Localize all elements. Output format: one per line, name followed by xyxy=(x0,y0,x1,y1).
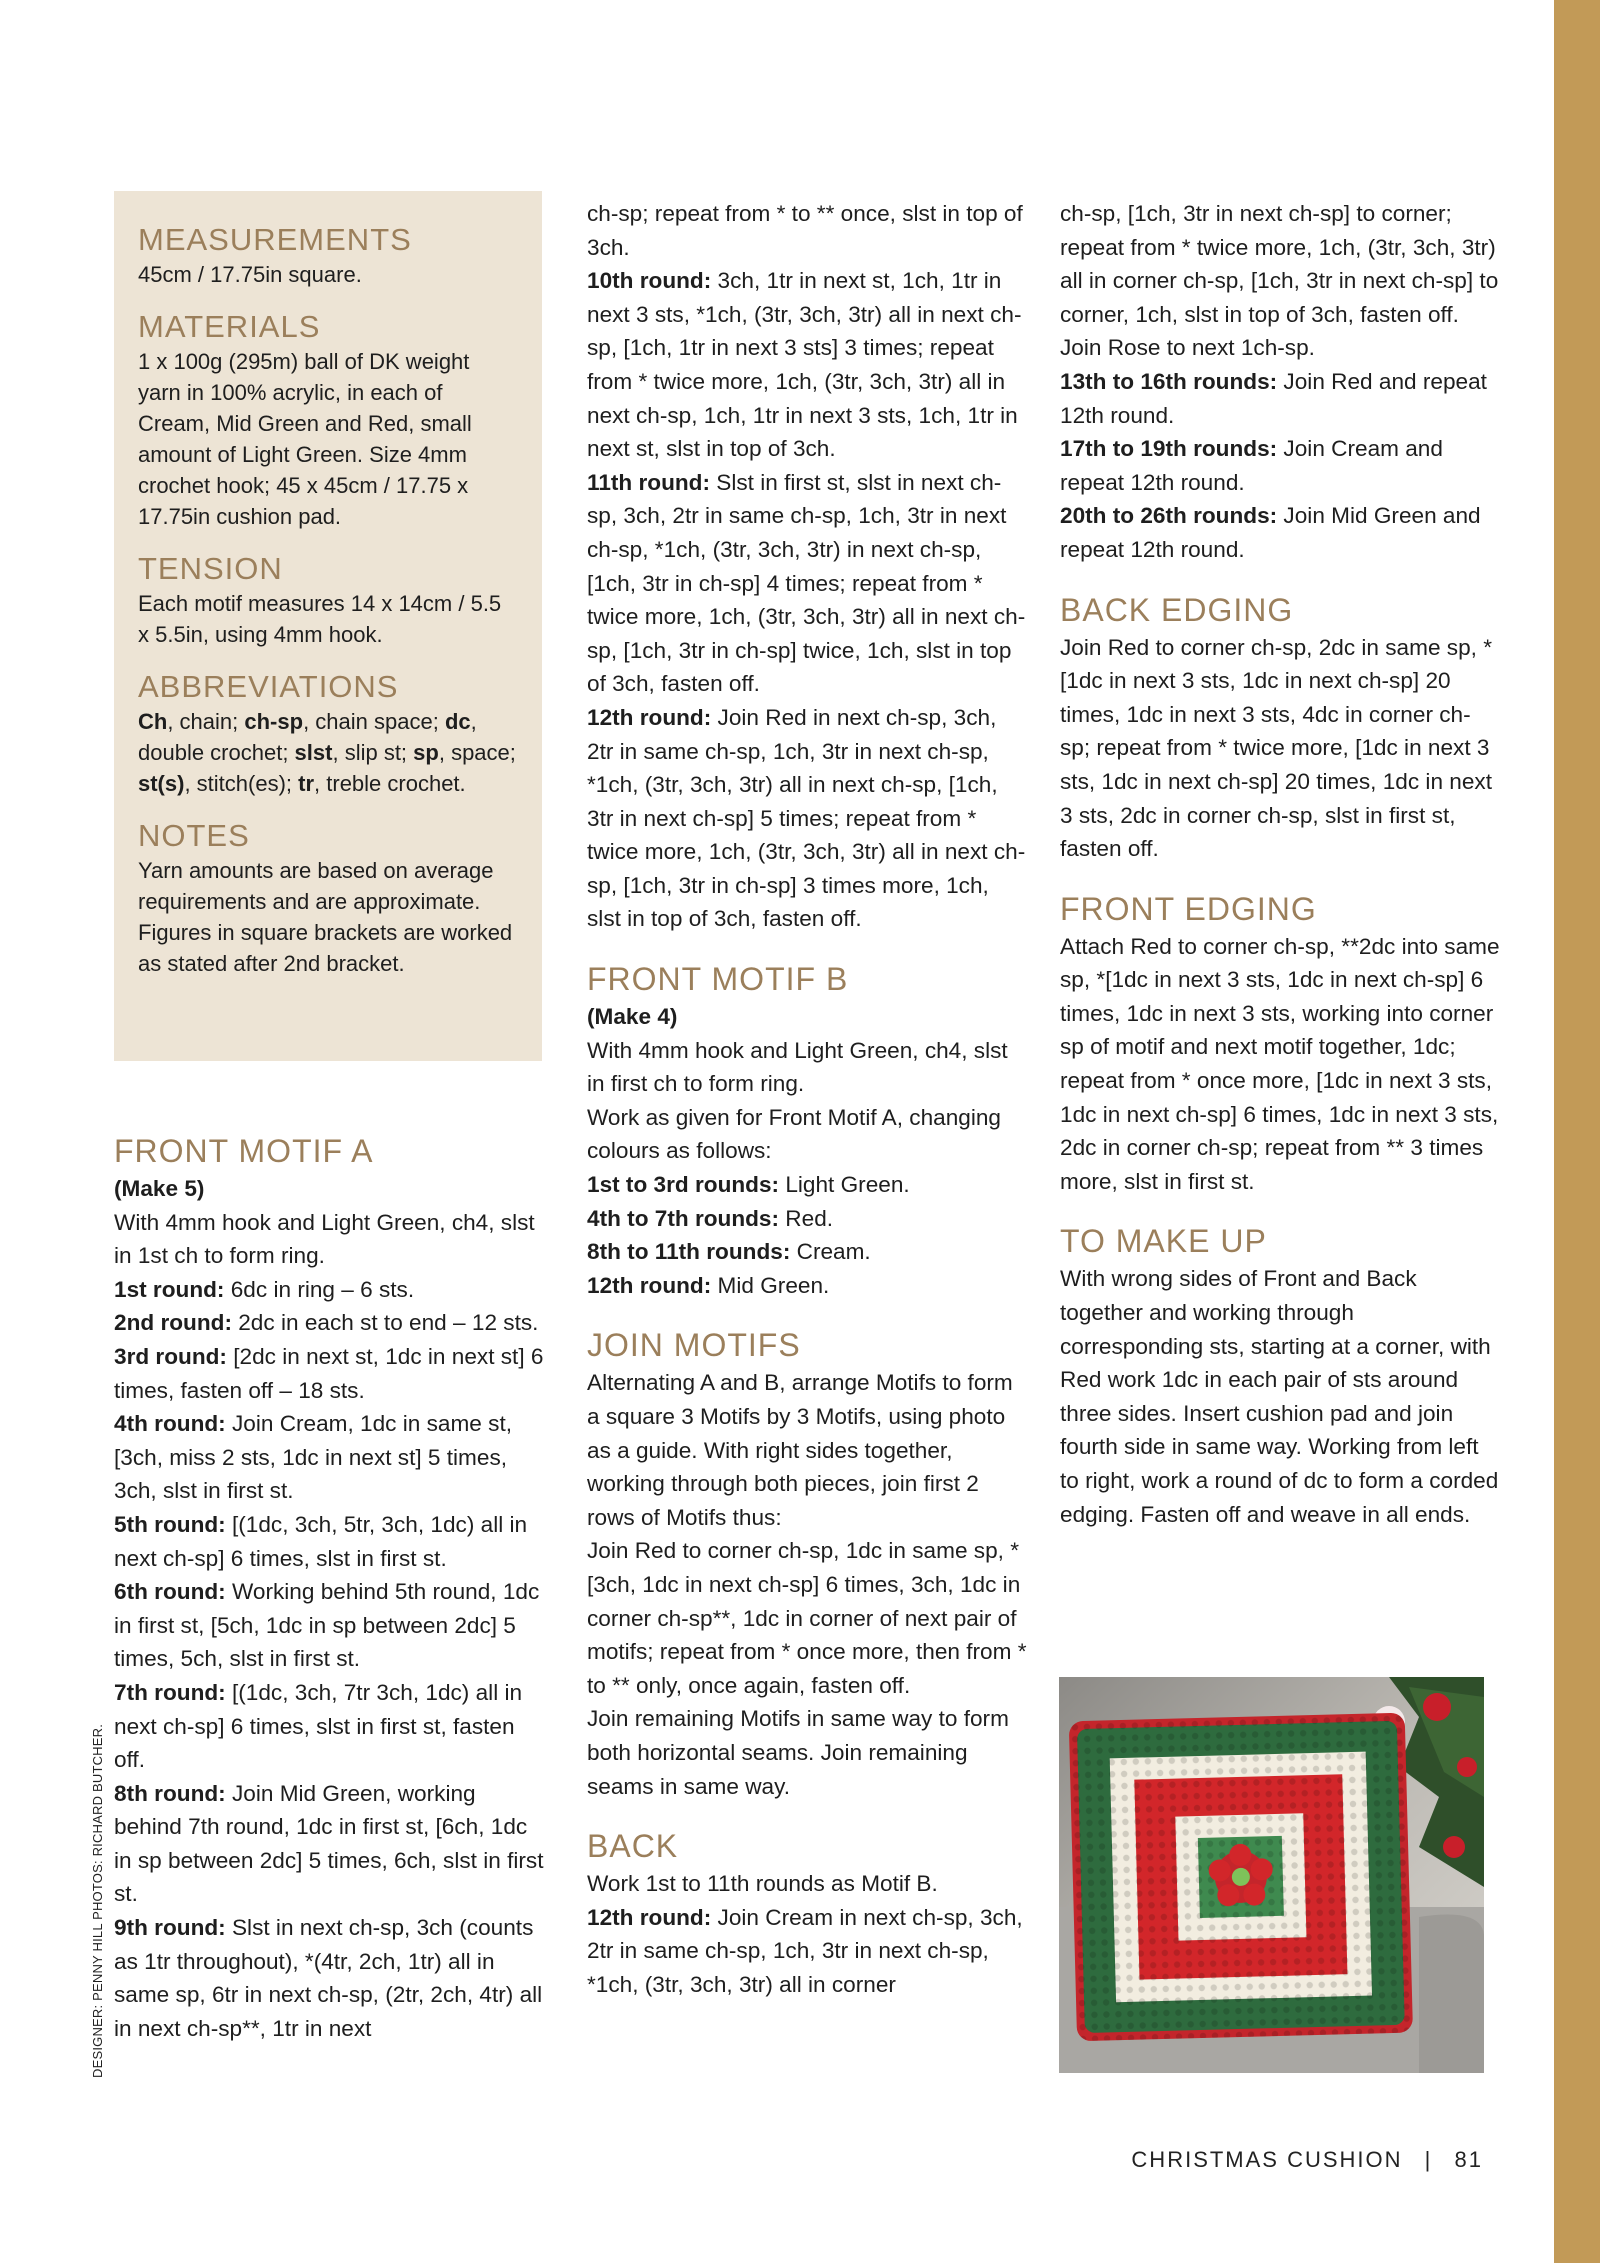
tension-text: Each motif measures 14 x 14cm / 5.5 x 5.5in, using 4mm hook. xyxy=(138,591,502,647)
front-edging-section xyxy=(1060,888,1500,1199)
round-label: 12th round: xyxy=(587,1904,712,1930)
make-up-text: With wrong sides of Front and Back together and working through corresponding sts, starting at a corner, with Red work 1dc in each pair of sts around three sides. Insert cushion pad and join fourth side in same way. Working from left to right, work a round of dc to form a corded edging. Fasten off and weave in all ends. xyxy=(1060,1266,1499,1527)
motif-b-heading: FRONT MOTIF B xyxy=(587,961,849,998)
abbr-def: , slip st; xyxy=(332,740,414,765)
round-text: Slst in next ch-sp, 3ch (counts as 1tr throughout), *(4tr, 2ch, 1tr) all in same sp, 6tr in next ch-sp, (2tr, 2ch, 4tr) all in next ch-sp**, 1tr in next xyxy=(114,1915,543,2041)
materials-text: 1 x 100g (295m) ball of DK weight yarn in 100% acrylic, in each of Cream, Mid Green and Red, small amount of Light Green. Size 4mm crochet hook; 45 x 45cm / 17.75 x 17.75in cushion pad. xyxy=(138,349,472,529)
abbr-term: slst xyxy=(294,740,333,765)
footer-title: CHRISTMAS CUSHION xyxy=(1131,2147,1403,2172)
colour-change xyxy=(587,1235,1027,1269)
page-edge-strip xyxy=(1554,0,1600,2263)
abbreviations-text xyxy=(138,706,518,799)
abbr-term: ch-sp xyxy=(244,709,304,734)
make-up-section xyxy=(1060,1220,1500,1531)
join-motifs-text: Join Red to corner ch-sp, 1dc in same sp, *[3ch, 1dc in next ch-sp] 6 times, 3ch, 1dc in corner ch-sp**, 1dc in corner of next pair of motifs; repeat from * once more, then from * to ** only, once again, fasten off. xyxy=(587,1538,1027,1698)
round-text: Join Cream and repeat 12th round. xyxy=(1060,436,1443,495)
abbr-term: tr xyxy=(298,771,315,796)
round-instruction xyxy=(587,466,1027,701)
abbr-term: dc xyxy=(444,709,471,734)
abbr-term: st(s) xyxy=(138,771,185,796)
motif-b-section xyxy=(587,958,1027,1302)
round-label: 2nd round: xyxy=(114,1310,232,1336)
tension-heading: TENSION xyxy=(138,551,283,586)
round-instruction xyxy=(1060,432,1500,499)
round-label: 8th round: xyxy=(114,1780,226,1806)
tension-section xyxy=(138,550,518,650)
motif-a-intro: With 4mm hook and Light Green, ch4, slst in 1st ch to form ring. xyxy=(114,1209,535,1269)
colour-change xyxy=(587,1168,1027,1202)
round-text: Join Mid Green, working behind 7th round, 1dc in first st, [6ch, 1dc in sp between 2dc] 5 times, 6ch, slst in first st. xyxy=(114,1780,544,1907)
round-label: 9th round: xyxy=(114,1915,226,1941)
round-text: 3ch, 1tr in next st, 1ch, 1tr in next 3 sts, *1ch, (3tr, 3ch, 3tr) all in next ch-sp, [1ch, 1tr in next 3 sts] 3 times; repeat from * twice more, 1ch, (3tr, 3ch, 3tr) all in next ch-sp, 1ch, 1tr in next 3 sts, 1ch, 1tr in next st, slst in top of 3ch. xyxy=(587,268,1022,462)
join-motifs-heading: JOIN MOTIFS xyxy=(587,1327,801,1364)
round-text: [(1dc, 3ch, 7tr 3ch, 1dc) all in next ch-sp] 6 times, slst in first st, fasten off. xyxy=(114,1679,523,1773)
measurements-text: 45cm / 17.75in square. xyxy=(138,262,362,287)
round-9-continued: ch-sp; repeat from * to ** once, slst in top of 3ch. xyxy=(587,201,1023,260)
abbr-term: Ch xyxy=(138,709,168,734)
round-text: Red. xyxy=(779,1205,834,1231)
abbr-def: , chain space; xyxy=(303,709,445,734)
round-label: 10th round: xyxy=(587,268,712,294)
back-continued: ch-sp, [1ch, 3tr in next ch-sp] to corner; repeat from * twice more, 1ch, (3tr, 3ch, 3tr) all in corner ch-sp, [1ch, 3tr in next ch-sp] to corner, 1ch, slst in top of 3ch, fasten off. xyxy=(1060,201,1499,327)
round-instruction xyxy=(114,1777,546,1911)
round-instruction xyxy=(114,1340,546,1407)
round-text: Join Red and repeat 12th round. xyxy=(1060,368,1487,428)
back-edging-section xyxy=(1060,589,1500,866)
back-edging-text: Join Red to corner ch-sp, 2dc in same sp, *[1dc in next 3 sts, 1dc in next ch-sp] 20 times, 1dc in next 3 sts, 4dc in corner ch-sp; repeat from * twice more, [1dc in next 3 sts, 1dc in next ch-sp] 20 times, 1dc in next 3 sts, 2dc in corner ch-sp, slst in first st, fasten off. xyxy=(1060,634,1492,862)
join-motifs-section xyxy=(587,1324,1027,1803)
round-text: 6dc in ring – 6 sts. xyxy=(224,1276,415,1302)
round-instruction xyxy=(587,1901,1027,2002)
round-label: 12th round: xyxy=(587,1272,712,1298)
abbr-def: , stitch(es); xyxy=(184,771,299,796)
round-instruction xyxy=(114,1273,546,1307)
round-instruction xyxy=(114,1407,546,1508)
round-label: 3rd round: xyxy=(114,1343,227,1369)
motif-b-intro-2: Work as given for Front Motif A, changing colours as follows: xyxy=(587,1104,1001,1164)
round-instruction xyxy=(1060,499,1500,566)
front-edging-heading: FRONT EDGING xyxy=(1060,890,1317,927)
round-text: Slst in first st, slst in next ch-sp, 3ch, 2tr in same ch-sp, 1ch, 3tr in next ch-sp, *1ch, (3tr, 3ch, 3tr) in next ch-sp, [1ch, 3tr in ch-sp] 4 times; repeat from * twice more, 1ch, (3tr, 3ch, 3tr) all in next ch-sp, [1ch, 3tr in ch-sp] twice, 1ch, slst in top of 3ch, fasten off. xyxy=(587,469,1026,697)
round-text: Light Green. xyxy=(779,1172,910,1198)
round-label: 7th round: xyxy=(114,1679,226,1705)
abbr-def: , space; xyxy=(438,740,516,765)
info-box xyxy=(114,191,542,1061)
round-text: Cream. xyxy=(790,1239,871,1265)
notes-text: Yarn amounts are based on average requirements and are approximate. Figures in square brackets are worked as stated after 2nd bracket. xyxy=(138,858,513,976)
round-instruction xyxy=(114,1306,546,1340)
join-motifs-text: Alternating A and B, arrange Motifs to form a square 3 Motifs by 3 Motifs, using photo as a guide. With right sides together, working through both pieces, join first 2 rows of Motifs thus: xyxy=(587,1370,1013,1530)
front-edging-text: Attach Red to corner ch-sp, **2dc into same sp, *[1dc in next 3 sts, 1dc in next ch-sp] 6 times, 1dc in next 3 sts, working into corner sp of motif and next motif together, 1dc; repeat from * once more, [1dc in next 3 sts, 1dc in next ch-sp] 6 times, 1dc in next 3 sts, 2dc in corner ch-sp; repeat from ** 3 times more, slst in first st. xyxy=(1060,933,1500,1194)
round-text: [(1dc, 3ch, 5tr, 3ch, 1dc) all in next ch-sp] 6 times, slst in first st. xyxy=(114,1511,528,1571)
column-2 xyxy=(587,197,1027,2002)
round-label: 12th round: xyxy=(587,704,712,730)
colour-change xyxy=(587,1202,1027,1236)
round-instruction xyxy=(114,1508,546,1575)
back-text: Work 1st to 11th rounds as Motif B. xyxy=(587,1871,938,1897)
footer-separator: | xyxy=(1424,2147,1433,2172)
motif-b-intro: With 4mm hook and Light Green, ch4, slst in first ch to form ring. xyxy=(587,1037,1008,1097)
motif-a-heading: FRONT MOTIF A xyxy=(114,1133,374,1169)
make-up-heading: TO MAKE UP xyxy=(1060,1223,1267,1260)
round-text: Mid Green. xyxy=(711,1272,830,1298)
abbr-def: , chain; xyxy=(167,709,245,734)
round-label: 5th round: xyxy=(114,1511,226,1537)
round-text: Join Red in next ch-sp, 3ch, 2tr in same ch-sp, 1ch, 3tr in next ch-sp, *1ch, (3tr, 3ch, 3tr) all in next ch-sp, [1ch, 3tr in next ch-sp] 5 times; repeat from * twice more, 1ch, (3tr, 3ch, 3tr) all in next ch-sp, [1ch, 3tr in ch-sp] 3 times more, 1ch, slst in top of 3ch, fasten off. xyxy=(587,704,1026,932)
abbr-term: sp xyxy=(413,740,439,765)
round-label: 4th to 7th rounds: xyxy=(587,1205,780,1231)
round-label: 17th to 19th rounds: xyxy=(1060,436,1278,462)
measurements-heading: MEASUREMENTS xyxy=(138,222,412,257)
round-instruction xyxy=(114,1676,546,1777)
round-label: 8th to 11th rounds: xyxy=(587,1239,791,1265)
round-instruction xyxy=(114,1575,546,1676)
round-label: 11th round: xyxy=(587,469,711,495)
round-text: Working behind 5th round, 1dc in first st, [5ch, 1dc in sp between 2dc] 5 times, 5ch, slst in first st. xyxy=(114,1579,540,1672)
round-text: [2dc in next st, 1dc in next st] 6 times, fasten off – 18 sts. xyxy=(114,1343,544,1403)
round-label: 6th round: xyxy=(114,1579,226,1605)
round-instruction xyxy=(587,701,1027,936)
photo-credit: DESIGNER: PENNY HILL PHOTOS: RICHARD BUTCHER. xyxy=(90,1723,105,2078)
round-instruction xyxy=(114,1911,546,2045)
back-section xyxy=(587,1825,1027,2001)
motif-a-make xyxy=(114,1172,546,1206)
round-instruction xyxy=(1060,365,1500,432)
materials-section xyxy=(138,308,518,532)
round-text: Join Cream in next ch-sp, 3ch, 2tr in same ch-sp, 1ch, 3tr in next ch-sp, *1ch, (3tr, 3ch, 3tr) all in corner xyxy=(587,1904,1023,1997)
make-count: (Make 4) xyxy=(587,1004,678,1030)
back-edging-heading: BACK EDGING xyxy=(1060,591,1294,628)
page-number: 81 xyxy=(1454,2147,1483,2172)
round-text: 2dc in each st to end – 12 sts. xyxy=(231,1310,539,1336)
round-label: 4th round: xyxy=(114,1411,226,1437)
colour-change xyxy=(587,1269,1027,1303)
join-motifs-text: Join remaining Motifs in same way to form both horizontal seams. Join remaining seams in same way. xyxy=(587,1706,1009,1799)
back-heading: BACK xyxy=(587,1828,679,1865)
notes-section xyxy=(138,817,518,979)
column-3 xyxy=(1060,197,1500,1553)
motif-b-make xyxy=(587,1000,1027,1034)
abbr-def: , double crochet; xyxy=(138,709,477,765)
page-footer xyxy=(1131,2147,1483,2173)
column-1 xyxy=(114,1130,546,2045)
round-instruction xyxy=(587,264,1027,466)
round-text: Join Cream, 1dc in same st, [3ch, miss 2 sts, 1dc in next st] 5 times, 3ch, slst in first st. xyxy=(114,1411,512,1504)
materials-heading: MATERIALS xyxy=(138,309,321,344)
abbr-def: , treble crochet. xyxy=(314,771,466,796)
cushion-photo xyxy=(1059,1677,1484,2073)
round-label: 13th to 16th rounds: xyxy=(1060,368,1278,394)
abbreviations-heading: ABBREVIATIONS xyxy=(138,669,399,704)
round-label: 1st round: xyxy=(114,1276,225,1302)
round-text: Join Mid Green and repeat 12th round. xyxy=(1060,503,1481,562)
measurements-section xyxy=(138,221,518,290)
rose-text: Join Rose to next 1ch-sp. xyxy=(1060,335,1315,361)
round-label: 1st to 3rd rounds: xyxy=(587,1172,780,1198)
make-count: (Make 5) xyxy=(114,1176,205,1201)
abbreviations-section xyxy=(138,668,518,799)
round-label: 20th to 26th rounds: xyxy=(1060,503,1278,529)
notes-heading: NOTES xyxy=(138,818,250,853)
